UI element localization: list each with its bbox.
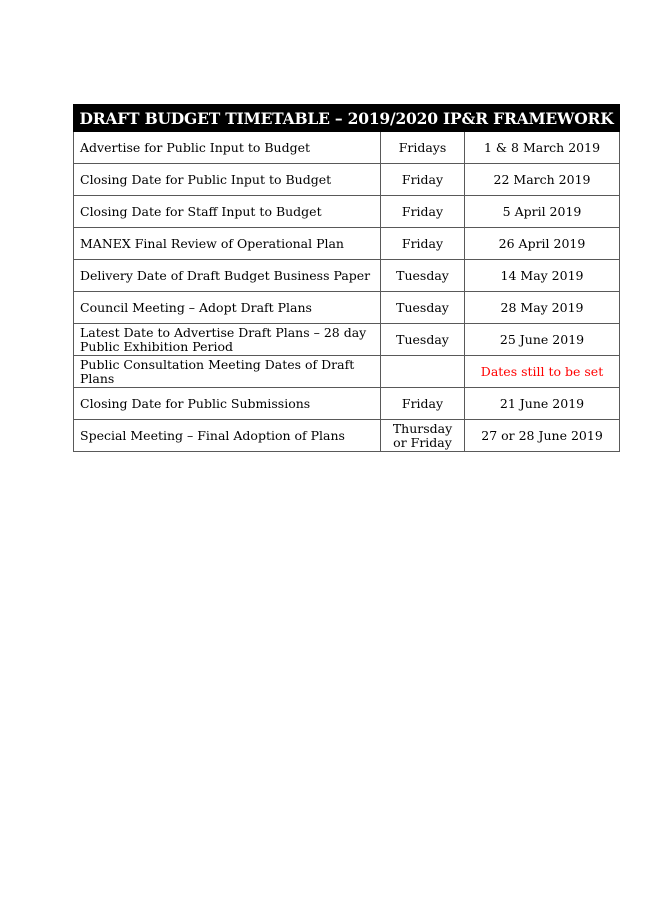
table-row [74,420,620,452]
date-cell: 21 June 2019 [465,388,620,420]
day-cell: Thursday or Friday [381,420,465,452]
table-row [74,324,620,356]
day-cell: Friday [381,164,465,196]
day-cell: Tuesday [381,324,465,356]
day-cell: Friday [381,228,465,260]
day-cell: Tuesday [381,292,465,324]
event-cell: Public Consultation Meeting Dates of Draft Plans [74,356,381,388]
day-cell [381,356,465,388]
budget-timetable [73,104,620,452]
date-cell: 14 May 2019 [465,260,620,292]
day-cell: Friday [381,196,465,228]
table-row [74,196,620,228]
event-cell: Closing Date for Public Input to Budget [74,164,381,196]
day-cell: Fridays [381,132,465,164]
event-cell: Closing Date for Public Submissions [74,388,381,420]
event-cell: Latest Date to Advertise Draft Plans – 28 day Public Exhibition Period [74,324,381,356]
table-row [74,260,620,292]
date-cell: 1 & 8 March 2019 [465,132,620,164]
table-row [74,164,620,196]
event-cell: Delivery Date of Draft Budget Business Paper [74,260,381,292]
event-cell: Closing Date for Staff Input to Budget [74,196,381,228]
table-row [74,292,620,324]
date-cell: 22 March 2019 [465,164,620,196]
table-row [74,228,620,260]
table-row [74,388,620,420]
table-title: DRAFT BUDGET TIMETABLE – 2019/2020 IP&R FRAMEWORK [74,105,620,132]
table-row [74,132,620,164]
title-row [74,105,620,132]
event-cell: MANEX Final Review of Operational Plan [74,228,381,260]
day-cell: Friday [381,388,465,420]
day-cell: Tuesday [381,260,465,292]
date-cell: 28 May 2019 [465,292,620,324]
event-cell: Advertise for Public Input to Budget [74,132,381,164]
event-cell: Council Meeting – Adopt Draft Plans [74,292,381,324]
date-cell: 25 June 2019 [465,324,620,356]
date-cell: 27 or 28 June 2019 [465,420,620,452]
pending-date-cell: Dates still to be set [465,356,620,388]
table-row [74,356,620,388]
date-cell: 26 April 2019 [465,228,620,260]
event-cell: Special Meeting – Final Adoption of Plans [74,420,381,452]
date-cell: 5 April 2019 [465,196,620,228]
